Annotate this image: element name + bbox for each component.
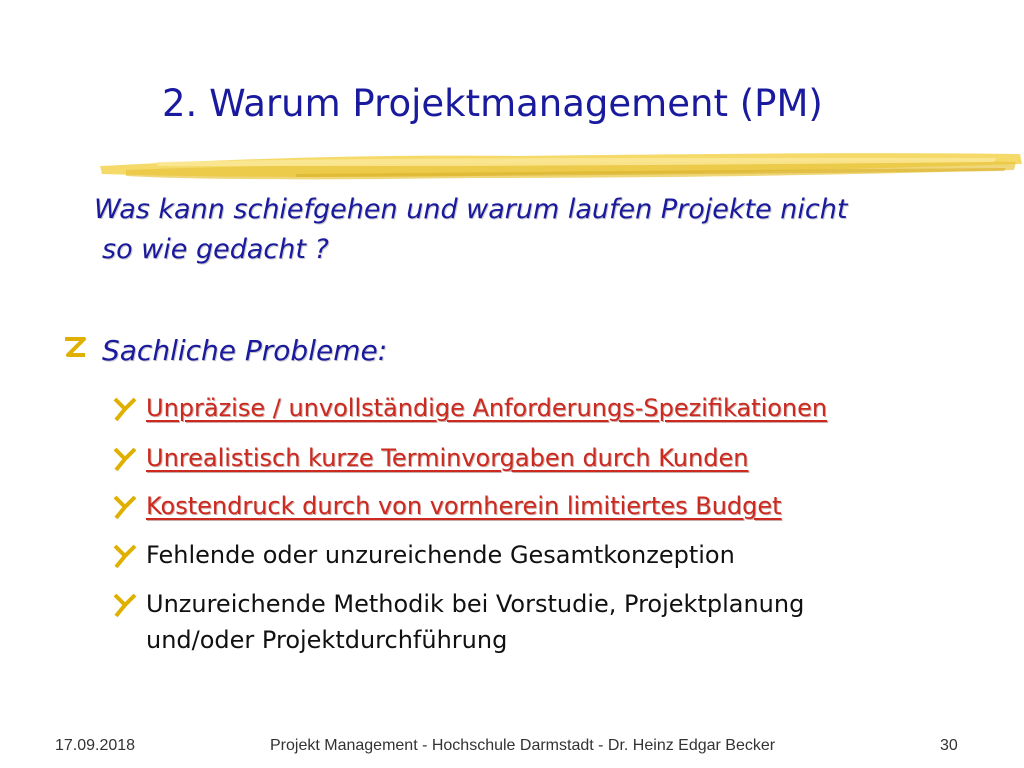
slide-title: 2. Warum Projektmanagement (PM) — [162, 82, 823, 125]
yellow-brush-stroke-icon — [96, 144, 1024, 188]
list-item-link[interactable]: Kostendruck durch von vornherein limitiertes Budget — [146, 492, 782, 520]
y-bullet-icon — [112, 586, 146, 628]
section-heading — [62, 334, 387, 367]
list-item — [112, 537, 735, 579]
list-item-line-2: und/oder Projektdurchführung — [146, 626, 508, 654]
y-bullet-icon — [112, 537, 146, 579]
list-item-line-1: Unzureichende Methodik bei Vorstudie, Projektplanung — [146, 590, 805, 618]
subtitle-line-1: Was kann schiefgehen und warum laufen Projekte nicht — [94, 194, 848, 225]
list-item-text: Fehlende oder unzureichende Gesamtkonzeption — [146, 541, 735, 569]
list-item — [112, 440, 748, 482]
y-bullet-icon — [112, 390, 146, 432]
y-bullet-icon — [112, 488, 146, 530]
z-bullet-icon — [62, 334, 102, 367]
footer-date: 17.09.2018 — [55, 737, 136, 754]
list-item-link[interactable]: Unpräzise / unvollständige Anforderungs-Spezifikationen — [146, 394, 828, 422]
slide-subtitle — [78, 190, 958, 270]
section-heading-text: Sachliche Probleme: — [102, 334, 388, 367]
footer-page-number: 30 — [940, 737, 958, 754]
list-item — [112, 390, 827, 432]
list-item — [112, 586, 804, 658]
list-item — [112, 488, 782, 530]
list-item-link[interactable]: Unrealistisch kurze Terminvorgaben durch Kunden — [146, 444, 749, 472]
y-bullet-icon — [112, 440, 146, 482]
subtitle-line-2: so wie gedacht ? — [102, 234, 329, 265]
footer-center-text: Projekt Management - Hochschule Darmstadt - Dr. Heinz Edgar Becker — [270, 737, 776, 754]
list-item-text — [146, 586, 804, 658]
